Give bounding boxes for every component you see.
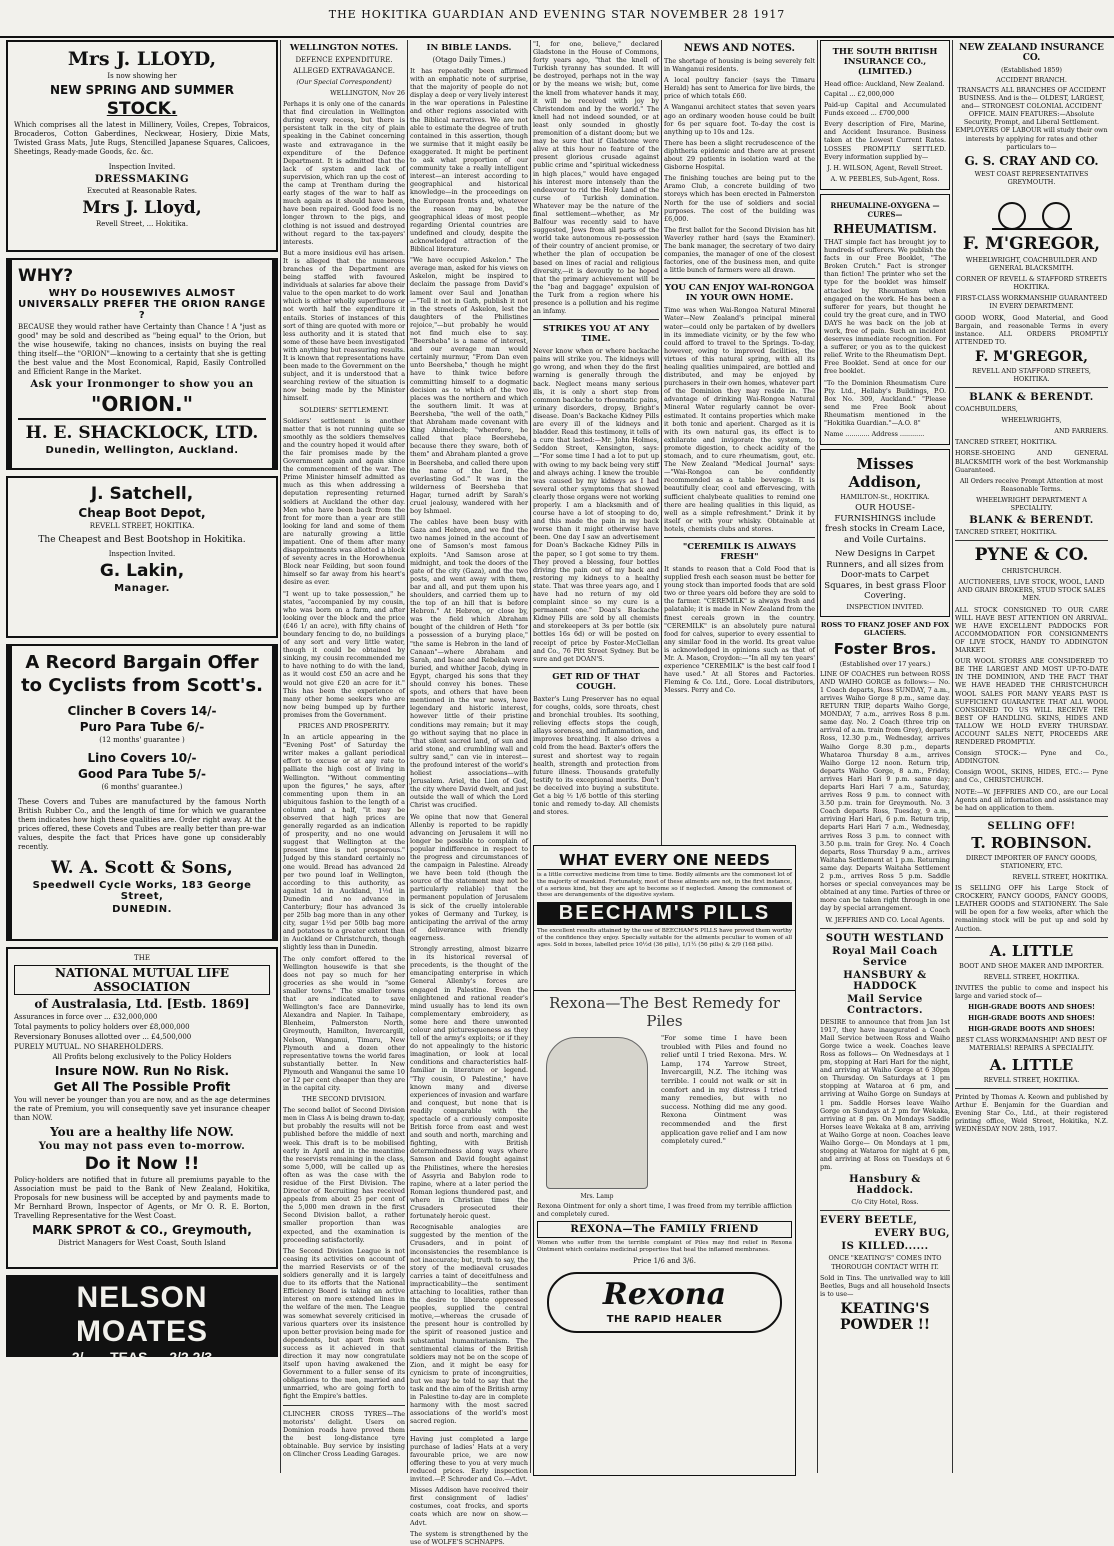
blank-dept: WHEELWRIGHT DEPARTMENT A SPECIALITY. [976, 495, 1087, 512]
nelson-name: NELSON MOATES [75, 1281, 209, 1348]
beechams-head: WHAT EVERY ONE NEEDS [537, 851, 792, 870]
news-paragraph: The first ballot for the Second Division has hit Waverley rather hard (says the Examiner). The bank manager, the secretary of two dairy companies, the manager of one of the closest factories, one of the business men, and quite a little bunch of farmers were all drawn. [664, 225, 815, 275]
nzi-l1: ACCIDENT BRANCH. [996, 76, 1067, 84]
article-paragraph: The only comfort offered to the Wellington housewife is that she does not pay so much for her groceries as she would in "some smaller towns." The smaller towns that are indicated to save Wellington's face are Dannevirke, Alexandra and Napier. In Taihape, Blenheim, Palmerston North, Greymouth, Hamilton, Invercargill, Nelson, Wanganui, Timaru, New Plymouth and a dozen other representative towns the world fares substantially better. In New Plymouth and Wanganui the same 10 or 12 per cent cheaper than they are in the capital city. [283, 954, 405, 1093]
sbi-body: Every description of Fire, Marine, and Accident Insurance. Business taken at the Lowest Current Rates. LOSSES PROMPTLY SETTLED. Every information supplied by— [824, 120, 946, 161]
column-rule [530, 40, 531, 1473]
beechams-foot: The excellent results attained by the use of BEECHAM'S PILLS have proved them worthy of the confidence they enjoy. Specially suitable for the ailments peculiar to women of all ages. Sold in boxes, labelled price 10½d (36 pills), 1/1½ (56 pills) & 2/9 (168 pills). [537, 928, 792, 948]
satchell-title: Manager. [114, 583, 170, 594]
lloyd-dress2: Executed at Reasonable Rates. [86, 187, 198, 195]
article-paragraph: "We have occupied Askelon." The average man, asked for his views on Askelon, might be inspired to declaim the passage from David's lament over Saul and Jonathan—"Tell it not in Gath, publish it not in the streets of Askelon, lest the daughters of the Philistines rejoice,"—but probably he would not find much else to say. "Beersheba" is a name of interest, and our average man would certainly murmur, "From Dan even unto Beersheba," though he might have to think twice before committing himself to a dogmatic decision as to which of the two places was the northern and which the southern limit. It was at Beersheba, "the well of the oath," that Abraham made covenant with King Abimelech; "wherefore, he called that place Beersheba, because there they sware, both of them" and Abraham planted a grove in Beersheba, and called there upon the name of the Lord, the everlasting God." It was in the wilderness of Beersheba that Hagar, turned adrift by Sarah's cruel jealousy, wandered with her boy Ishmael. [410, 256, 528, 516]
addison-name: Misses Addison, [848, 455, 922, 492]
advert-title: "CEREMILK IS ALWAYS FRESH" [682, 541, 797, 562]
news-paragraph: A local poultry fancier (says the Timaru Herald) has sent to America for live birds, the price of which totals £60. [664, 76, 815, 101]
news-paragraph: A Wanganui architect states that seven years ago an ordinary wooden house could be built for 6s per square foot. To-day the cost is anything up to 10s and 12s. [664, 103, 815, 136]
article-subhead: DEFENCE EXPENDITURE. [295, 56, 393, 64]
blank-name: BLANK & BERENDT. [969, 392, 1094, 404]
column-3 [410, 40, 529, 1546]
nmla-row: Assurances in force over ... £32,000,000 [14, 1013, 158, 1021]
scott-address: Speedwell Cycle Works, 183 George Street, [32, 880, 252, 902]
satchell-advert [6, 476, 278, 638]
rexona-caption: Mrs. Lamp [580, 1193, 614, 1200]
robinson-body: IS SELLING OFF his Large Stock of CROCKERY, FANCY GOODS, FANCY GOODS, LEATHER GOODS and STATIONERY. The Sale will be open for a few weeks, after which the remaining stock will be put up and sold by Auction. [955, 884, 1108, 933]
little-address: REVELL STREET, HOKITIKA. [983, 972, 1080, 981]
satchell-invited: Inspection Invited. [108, 550, 176, 558]
coaches-head: ROSS TO FRANZ JOSEF AND FOX GLACIERS. [820, 620, 950, 637]
article-paragraph: Perhaps it is only one of the canards that find circulation in Wellington during every recess, but there is persistent talk in the city of plain speaking in the Cabinet concerning waste and extravagance in the expenditure of the Defence Department. It is admitted that the lack of system and lack of supervision, which ran up the cost of the camp at Trentham during the early stages of the war to half as much again as it should have been, have been repaired. Good food is no longer thrown to the pigs, and clothing is not issued and destroyed without regard to the tax-payers' interests. [283, 100, 405, 246]
imprint: Printed by Thomas A. Keown and published by Arthur E. Benjamin for the Guardian and Evening Star Co., Ltd., at their registered printing office, Weld Street, Hokitika, N.Z. WEDNESDAY NOV. 28th, 1917. [955, 1092, 1108, 1133]
mcgregor-body2: GOOD WORK, Good Material, and Good Bargain, and reasonable Terms in every instance. ALL ORDERS PROMPTLY ATTENDED TO. [955, 313, 1108, 346]
nmla-mutual: PURELY MUTUAL. NO SHAREHOLDERS. [14, 1043, 164, 1051]
keating-l1: EVERY BEETLE, [820, 1215, 918, 1227]
orion-name: "ORION." [90, 392, 194, 416]
rexona-logo: Rexona [602, 1277, 727, 1313]
scott-l1: Clincher B Covers 14/- [67, 704, 217, 718]
scott-l6: (6 months' guarantee.) [101, 783, 183, 791]
sbi-office: Head office: Auckland, New Zealand. [824, 80, 945, 88]
nzi-agent: G. S. CRAY AND CO. [964, 153, 1099, 168]
column-6 [820, 40, 950, 1473]
orion-question: WHY Do HOUSEWIVES ALMOST UNIVERSALLY PREFER THE ORION RANGE ? [18, 288, 266, 321]
blank-sig: BLANK & BERENDT. [969, 515, 1094, 527]
orion-ask: Ask your Ironmonger to show you an [30, 379, 254, 390]
addison-advert [820, 449, 950, 617]
scott-l4: Lino Covers 10/- [87, 751, 197, 765]
addison-address: HAMILTON-St., HOKITIKA. [840, 493, 930, 502]
nmla-name: NATIONAL MUTUAL LIFE ASSOCIATION [14, 965, 270, 995]
addison-invited: INSPECTION INVITED. [846, 602, 924, 611]
lloyd-advert [6, 40, 278, 252]
blank-l1: COACHBUILDERS, [955, 405, 1018, 414]
blank-l3: AND FARRIERS. [1054, 427, 1108, 436]
scott-city: DUNEDIN. [112, 904, 172, 915]
advert-paragraph: Time was when Wai-Rongoa Natural Mineral Water—New Zealand's principal mineral water—could only be partaken of by dwellers in its immediate vicinity, or by the few who could afford to travel to the Springs. To-day, however, owing to improved facilities, the virtues of this natural spring, with all its healing qualities unimpaired, are bottled and distributed, and may be enjoyed by purchasers in their own homes, whatever part of the Dominion they may reside in. The advantage of drinking Wai-Rongoa Natural Mineral Water regularly cannot be over-estimated. It contains properties which make it both tonic and aperient. Charged as it is with its own natural gas, its effect is to exhilarate and invigorate the system, to promote digestion, to check acidity of the stomach, and to cure rheumatism, gout, etc. The New Zealand "Medical Journal" says:—"Wai-Rongoa can be confidently recommended as a table beverage. It is beautifully clear, cool and effervescing, with sufficient chalybeate qualities to remind one there are healing qualities in this liquid, as well as a simple refreshment." Drink it by itself or with your whisky. Obtainable at hotels, chemists clubs and stores. [664, 306, 815, 533]
nelson-moates-advert [6, 1275, 278, 1365]
hansbury-body: DESIRE to announce that from Jan 1st 1917, they have inaugurated a Coach Mail Service between Ross and Waiho Gorge twice a week. Coaches leave Ross as follows— On Wednesdays at 1 pm, stopping at Hari Hari for the night, and arriving at Waiho Gorge at 6 30pm on Thursday. On Saturdays at 1 pm stopping at Wataroa at 6 pm, and arriving at Waiho Gorge on Sundays at 1 pm. Saddle Horses leave Waiho Gorge on Sundays at 2 pm for Wekaka, arriving at 8 pm. On Mondays Saddle Horses leave Wekaka at 8 am, arriving at Waiho Gorge at noon. Coaches leave Waiho Gorge— On Mondays at 1 pm, stopping at Wataroa for night at 6 pm, and arriving at Ross on Tuesdays at 6 pm. [820, 1017, 950, 1172]
hansbury-h4: Mail Service Contractors. [846, 993, 924, 1016]
nmla-healthy: You are a healthy life NOW. [50, 1125, 234, 1139]
nmla-notice: Policy-holders are notified that in future all premiums payable to the Association must be paid to the Bank of New Zealand, Hokitika, Proposals for new business will be accepted by and payments made to Mr Bernhard Brown, Inspector of Agents, or Mr O. R. E. Borton, Travelling Representative for the West Coast. [14, 1176, 270, 1220]
keating-l3: IS KILLED...... [841, 1241, 929, 1253]
hansbury-c: C/o City Hotel, Ross. [851, 1198, 919, 1207]
advert-paragraph: Having just completed a large purchase of ladies' Hats at a very favourable price, we are now offering these to you at very much reduced prices. Early inspection invited.—P. Schroder and Co.—Advt. [410, 1434, 528, 1484]
orion-why: WHY? [18, 266, 74, 286]
mcgregor-sig2: REVELL AND STAFFORD STREETS, HOKITIKA. [972, 366, 1091, 383]
rexona-foot: Rexona Ointment for only a short time, I was freed from my terrible affliction and completely cured. [537, 1202, 792, 1219]
keating-name: KEATING'S POWDER !! [839, 1300, 931, 1333]
sbi-row: Paid-up Capital and Accumulated Funds exceed ... £700,000 [824, 101, 946, 118]
advert-title: GET RID OF THAT COUGH. [552, 671, 640, 692]
lloyd-invited: Inspection Invited. [108, 163, 176, 171]
sbi-agent: J. H. WILSON, Agent, Revell Street. [827, 163, 943, 172]
nmla-row: Reversionary Bonuses allotted over ... £4,500,000 [14, 1033, 192, 1041]
nelson-teas: TEAS [110, 1349, 148, 1365]
sbi-head: THE SOUTH BRITISH INSURANCE CO., (LIMITED.) [832, 47, 938, 77]
article-subhead: (Otago Daily Times.) [432, 56, 506, 64]
pyne-note: NOTE:—W. JEFFRIES AND CO., are our Local Agents and all information and assistance may be had on application to them. [955, 787, 1108, 812]
column-rule [407, 40, 408, 1473]
news-paragraph: There has been a slight recrudescence of the diphtheria epidemic and there are at present about 29 patients in isolation ward at the Gisborne Hospital. [664, 138, 815, 172]
scott-h2: to Cyclists from Scott's. [21, 675, 263, 696]
lloyd-line2: NEW SPRING AND SUMMER [49, 83, 235, 97]
nmla-the: THE [134, 954, 150, 962]
article-subhead: THE SECOND DIVISION. [301, 1095, 386, 1104]
orion-cities: Dunedin, Wellington, Auckland. [45, 445, 239, 456]
lloyd-signature: Mrs J. Lloyd, [82, 198, 202, 218]
buggy-wheel [998, 202, 1026, 230]
portrait-illustration [546, 1037, 648, 1189]
article-title: IN BIBLE LANDS. [426, 43, 512, 53]
article-byline: (Our Special Correspondent) [296, 78, 392, 86]
coaches-sig: W. JEFFRIES AND CO. Local Agents. [825, 915, 945, 924]
nmla-may: You may not pass even to-morrow. [38, 1141, 246, 1152]
article-dateline: WELLINGTON, Nov 26 [330, 89, 405, 97]
little-b3: HIGH-GRADE BOOTS AND SHOES! [968, 1025, 1095, 1034]
advert-paragraph: The system is strengthened by the use of WOLFE'S SCHNAPPS. [410, 1529, 528, 1546]
little-b4: BEST CLASS WORKMANSHIP! AND BEST OF MATERIALS! REPAIRS A SPECIALITY. [955, 1036, 1108, 1053]
article-paragraph: "I went up to take possession," he states, "accompanied by my cousin, who was born on a farm, and after looking over the block and the price (£46 1/ an acre), with fifty chains of boundary fencing to do, no buildings of any sort and very little water, though it could be obtained by sinking, my cousin recommended me to have nothing to do with the land, as it would cost £50 an acre and he would not give £20 an acre for it." This has been the experience of many other home seekers who are now being bumped up by further promises from the Government. [283, 589, 405, 719]
blank-body: HORSE-SHOEING AND GENERAL BLACKSMITH work of the best Workmanship Guaranteed. [955, 449, 1108, 474]
masthead: THE HOKITIKA GUARDIAN AND EVENING STAR NOVEMBER 28 1917 [0, 0, 1114, 38]
little-b1: HIGH-GRADE BOOTS AND SHOES! [968, 1003, 1095, 1012]
keating-body2: Sold in Tins. The unrivalled way to kill Beetles, Bugs and all household Insects is to use— [820, 1273, 950, 1298]
hansbury-h1: SOUTH WESTLAND [825, 932, 945, 944]
article-paragraph: In an article appearing in the "Evening Post" of Saturday the writer makes a gallant periodical effort to excuse or at any rate to palliate the high cost of living in Wellington. "Without commenting upon the figures," he says, after commenting upon them in an ubiquitous fashion to the length of a column and a half, "it may be observed that high prices are generally regarded as an indication of prosperity, and no one would suggest that Wellington at the present time is not prosperous." Judged by this standard certainly no one would. Bread has advanced 2d per two pound loaf in Wellington, according to this authority, as against 1d in Auckland, 1½d in Dunedin and no advance in Canterbury; flour has advanced 3s per 25lb bag more than in any other city, sugar 1½d per 50lb bag more and potatoes to a greater extent than in Auckland or Christchurch, though slightly less than in Dunedin. [283, 733, 405, 952]
article-paragraph: Strongly arresting, almost bizarre in its historical reversal of precedents, is the thought of the emancipating enterprise in which General Allenby's forces are engaged in Palestine. Even the enlightened and rational reader's mind usually has to lend its own complementary embroidery, as some here and there unwonted colour and picturesqueness as they tell of the army's exploits; or if they do not appealingly to the historic imagination, or look at local conditions and characteristics half-familiar in literature or legend. "Thy cousin, O Palestine," have known many and diverse experiences of invasion and warfare and conquest, but none that is readily comparable with the spectacle of a curiously composite British force from east and west and south and north, marching and fighting, with British determinedness along ways where Samson and David fought against the Philistines, where the heresies of Assyria and Babylon rode to rapine, where at a later period the Roman legions thundered past, and where in Christian times the Crusaders prosecuted their fortunately heroic quest. [410, 945, 528, 1221]
little-name: A. LITTLE [989, 941, 1074, 960]
column-1 [6, 40, 278, 1473]
rexona-family: REXONA—The FAMILY FRIEND [537, 1221, 792, 1238]
scott-h1: A Record Bargain Offer [25, 652, 259, 673]
lloyd-line1: Is now showing her [107, 72, 177, 80]
nzi-head: NEW ZEALAND INSURANCE CO. [959, 43, 1104, 63]
rheum-title: RHEUMATISM. [833, 221, 937, 236]
advert-paragraph: Baxter's Lung Preserver has no equal for coughs, colds, sore throats, chest and bronchial troubles. Its soothing, relieving effects stops the cough, allays soreness, and inflammation, and improves breathing. It also drives a cold from the head. Baxter's offers the surest and shortest way to regain health, strength and protection from future illness. Thousands gratefully testify to its exceptional merits. Don't be deceived into buying a substitute. Get a big ½ 1/6 bottle of this sterling tonic and remedy to-day. All chemists and stores. [533, 694, 659, 817]
blank-address: TANCRED STREET, HOKITIKA. [955, 438, 1057, 447]
lloyd-body: Which comprises all the latest in Millinery, Voiles, Crepes, Tobraicos, Brocaderos, Cotton Gaberdines, Neckwear, Hosiery, Dixie Mats, Twisted Grass Mats, Jute Rugs, Stencilled Japanese Squares, Calicoes, Sheetings, Ready-made Goods, &c. &c. [14, 121, 270, 156]
news-paragraph: The shortage of housing is being severely felt in Wanganui residents. [664, 57, 815, 74]
pyne-consign2: Consign WOOL, SKINS, HIDES, ETC.:— Pyne and Co., CHRISTCHURCH. [955, 768, 1108, 785]
beechams-name: BEECHAM'S PILLS [537, 902, 792, 925]
nmla-sub: of Australasia, Ltd. [Estb. 1869] [34, 997, 250, 1011]
nmla-row: Total payments to policy holders over £8,000,000 [14, 1023, 190, 1031]
satchell-sub: Cheap Boot Depot, [78, 506, 206, 520]
satchell-name: J. Satchell, [90, 484, 194, 504]
article-paragraph: It has repeatedly been affirmed with an emphatic note of surprise, that the majority of people do not display a deep or very lively interest in the war operations in Palestine and other regions associated with the Biblical narratives. We are not able to estimate the degree of truth contained in this assertion, though we surmise that it might easily be exaggerated. It might be pertinent to ask what proportion of our community take a really intelligent interest—an interest according to geographical and historical knowledge—in the proceedings on the European fronts and, whatever the reason may be, the geographical ideas of most people regarding Oriental countries are undefined and cloudy, despite the acknowledged attraction of the Biblical literature. [410, 67, 529, 254]
article-title: WELLINGTON NOTES. [289, 43, 399, 53]
sbi-subagent: A. W. PEEBLES, Sub-Agent, Ross. [830, 174, 940, 183]
article-title: NEWS AND NOTES. [683, 43, 795, 54]
hansbury-h3: HANSBURY & HADDOCK [843, 969, 927, 992]
article-subhead: PRICES AND PROSPERITY. [298, 722, 390, 731]
buggy-illustration [992, 190, 1072, 230]
hansbury-h2: Royal Mail Coach Service [832, 945, 938, 968]
sbi-row: Capital ... £2,000,000 [824, 90, 895, 98]
little-sig2: REVELL STREET, HOKITIKA. [983, 1075, 1080, 1084]
buggy-wheel [1042, 202, 1070, 230]
pyne-body2: OUR WOOL STORES ARE CONSIDERED TO BE THE LARGEST AND MOST UP-TO-DATE IN THE DOMINION, AND THE FACT THAT WE HAVE HEADED THE CHRISTCHURCH WOOL SALES FOR MANY YEARS PAST IS SUFFICIENT GUARANTEE THAT ALL WOOL CONSIGNED TO US WILL RECEIVE THE BEST OF HANDLING. SKINS, HIDES AND TALLOW WE HOLD EVERY THURSDAY. ACCOUNT SALES NETT, PROCEEDS ARE RENDERED PROMPTLY. [955, 657, 1108, 747]
keating-l2: EVERY BUG, [874, 1228, 950, 1240]
lloyd-name: Mrs J. LLOYD, [67, 48, 217, 70]
orion-advert [6, 258, 278, 470]
mcgregor-sig: F. M'GREGOR, [975, 348, 1088, 365]
rexona-tag: THE RAPID HEALER [606, 1314, 723, 1326]
orion-body: BECAUSE they would rather have Certainty than Chance ! A "just as good" may be sold and described as "being equal" to the Orion, but the wise housewife, taking no chances, insists on buying the real thing itself—the "ORION"—knowing to a certainty that she is getting the best value and the Most Economical, Rapid, Easily Controlled and Efficient Range in the Market. [18, 323, 266, 376]
scott-l5: Good Para Tube 5/- [78, 767, 206, 781]
article-paragraph: Recognisable analogies are suggested by the mention of the Crusaders, and in point of inconsistencies the resemblance is not inaccurate; but, truth to say, the story of the mediaeval crusades carries a taint of deceitfulness and impracticability—the sentiment attaching to localities, rather than the desire to liberate oppressed peoples, supplied the central motive,—whereas the crusade of the present hour is controlled by the spirit of reasoned justice and substantial humanitarianism. The sentimental claims of the British soldiers may not be on the scope of Zion, and it might be easy for cynicism to prate of incongruities, but we may be told to say that the task and the aim of the British army in Palestine to-day are in complete harmony with the most sacred associations of the world's most sacred region. [410, 1223, 528, 1426]
robinson-sell: SELLING OFF! [987, 820, 1076, 832]
scott-l2: Puro Para Tube 6/- [79, 720, 205, 734]
scott-body: These Covers and Tubes are manufactured by the famous North British Rubber Co., and the length of time for which we guarantee them indicates how high these qualities are. Order right away. At the prices offered, these Covets and Tubes are really better than pre-war values, despite the fact that Prices have gone up considerably recently. [18, 798, 266, 851]
nzi-est: (Established 1859) [1000, 66, 1063, 74]
column-5 [664, 40, 815, 1473]
scott-l3: (12 months' guarantee ) [99, 736, 185, 744]
advert-paragraph: CLINCHER CROSS TYRES—The motorists' delight. Users on Dominion roads have proved them the best long-distance tyre obtainable. Buy service by insisting on Clincher Cross Leading Garages. [283, 1409, 405, 1458]
rheum-address: "To the Dominion Rheumatism Cure Pty. Ltd., Hellaby's Buildings, P.O. Box No. 309, Auckland." "Please send me Free Book about Rheumatism mentioned in the "Hokitika Guardian."—A.O. 8" [824, 378, 946, 427]
advert-title: YOU CAN ENJOY WAI-RONGOA IN YOUR OWN HOME. [664, 283, 815, 304]
pyne-name: PYNE & CO. [974, 545, 1089, 566]
column-7 [955, 40, 1108, 1473]
rexona-head: Rexona—The Best Remedy for Piles [549, 994, 780, 1030]
scott-firm: W. A. Scott & Sons, [51, 858, 233, 878]
orion-firm: H. E. SHACKLOCK, LTD. [18, 418, 266, 443]
mcgregor-body: FIRST-CLASS WORKMANSHIP GUARANTEED IN EVERY DEPARTMENT. [955, 294, 1108, 311]
lloyd-dress: DRESSMAKING [94, 174, 190, 185]
lloyd-line3: STOCK. [106, 99, 178, 119]
blank-body2: All Orders receive Prompt Attention at most Reasonable Terms. [959, 476, 1104, 493]
nmla-doit: Do it Now !! [84, 1154, 200, 1174]
advert-paragraph: It stands to reason that a Cold Food that is supplied fresh each season must be better for young stock than imported foods that are sold two or three years old before they are sold to the farmer. "CEREMILK" is always fresh and palatable; it is made in New Zealand from the finest cereals grown in the country. "CEREMILK" is an absolutely pure natural food for calves, superior to every essential to any similar food in the world. Its great value is acknowledged in opinions such as that of Mr. A. Mason, Croydon:—"In all my ten years' experience "CEREMILK" is the best calf food I have used." At all Stores and Factories. Fleming & Co. Ltd., Gore. Local distributors, Messrs. Perry and Co. [664, 564, 815, 695]
nmla-insure: Insure NOW. Run No Risk. [54, 1064, 230, 1078]
robinson-name: T. ROBINSON. [971, 833, 1092, 852]
column-2 [283, 40, 405, 1473]
rheum-head: RHEUMALINE-OXYGENA —CURES— [830, 200, 940, 219]
little-sig: A. LITTLE [989, 1055, 1074, 1074]
article-subhead: ALLEGED EXTRAVAGANCE. [293, 67, 395, 75]
blank-l2: WHEELWRIGHTS, [1001, 416, 1062, 425]
beechams-body: is a little corrective medicine from time to time. Bodily ailments are the commonest lot of the majority of mankind. Fortunately, most of these ailments are not, in the first instance, of a serious kind, but they are apt to become so if neglected. Among the commonest of these are derangements of the digestive system. [537, 872, 792, 899]
nelson-price: 2/2 2/3 [169, 1349, 213, 1365]
rexona-small: Women who suffer from the terrible complaint of Piles may find relief in Rexona Ointment which contains medicinal properties that heal the inflamed membranes. [537, 1240, 792, 1254]
addison-body2: New Designs in Carpet Runners, and all sizes from Door-mats to Carpet Squares, in best grass Floor Covering. [824, 549, 946, 602]
rexona-price: Price 1/6 and 3/6. [633, 1257, 696, 1266]
column-rule [280, 40, 281, 1473]
satchell-manager: G. Lakin, [99, 561, 185, 581]
satchell-line: The Cheapest and Best Bootshop in Hokitika. [38, 535, 246, 545]
article-paragraph: We opine that now that General Allenby is reported to be rapidly advancing on Jerusalem it will no longer be possible to complain of popular indifference in respect to the progress and circumstances of the campaign in Palestine. Already we have been told (though the source of the statement may not be particularly reliable) that the permanent population of Jerusalem is sick of the cruelly intolerable yokes of Germany and Turkey, is anticipating the arrival of the army of deliverance with friendly eagerness. [410, 812, 528, 942]
pyne-body: ALL STOCK CONSIGNED TO OUR CARE WILL HAVE BEST ATTENTION ON ARRIVAL. WE HAVE EXCELLENT PADDOCKS FOR ACCOMMODATION FOR CONSIGNMENTS OF LIVE STOCK, HANDY TO ADDINGTON MARKET. [955, 605, 1108, 655]
nmla-get: Get All The Possible Profit [53, 1080, 231, 1094]
lloyd-address: Revell Street, ... Hokitika. [95, 220, 189, 228]
news-paragraph: The finishing touches are being put to the Aramo Club, a concrete building of two storeys which has been erected in Palmerston North for the use of soldiers and social purposes. The cost of the building was £6,000. [664, 174, 815, 223]
article-paragraph: Soldiers' settlement is another matter that is not running quite so smoothly as the soldiers themselves and the country hoped it would after the fair promises made by the Government again and again since the commencement of the war. The Prime Minister himself admitted as much as this when addressing a deputation representing returned soldiers at Auckland the other day. Men who have been back from the front for more than a year are still looking for land and some of them are naturally growing a little impatient. One of them after many disappointments was allotted a block of seventy acres in the Horowhenua Block near Feilding, but soon found himself so far away from his heart's desire as ever. [283, 416, 405, 587]
robinson-sub: DIRECT IMPORTER OF FANCY GOODS, STATIONERY, ETC. [965, 853, 1098, 870]
advert-title: STRIKES YOU AT ANY TIME. [542, 324, 650, 345]
rheum-body: THAT simple fact has brought joy to hundreds of sufferers. We publish the facts in our Free Booklet, "The Broken Crutch." Fact is stronger than fiction! The printer who set the type for the booklet was himself attacked by Rheumatism when engaged on the work. He has been a sufferer for years, but thought he could try the great cure, and in TWO DAYS he was back on the job at work, free of pain. Such an incident deserves immediate recognition. For a sufferer, or you as to the quickest relief. Write to the Rheumatism Dept. Free Booklet. Send at once for our free booklet. [824, 237, 947, 376]
robinson-address: REVELL STREET, HOKITIKA. [1012, 873, 1108, 881]
south-british-advert [820, 40, 950, 190]
coaches-est: (Established over 17 years.) [839, 659, 931, 668]
article-paragraph: "I, for one, believe," declared Gladstone in the House of Commons, forty years ago, "that the knell of Turkish tyranny has sounded. It will be destroyed, perhaps not in the way or by the means we wish; but, come the knell from whatever hands it may, it will be received with joy by Christendom and by the world." The knell had not indeed sounded, or at least only sounded in ghostly premonition of a distant doom; but we may be sure that if Gladstone were alive at this hour no feature of the present glorious crusade against public crime and "spiritual wickedness in high places," would have engaged his interest more intensely than the endeavour to rid the Holy Land of the curse of Turkish domination. Whatever may be the nature of the final settlement—whether, as Mr Balfour was recently said to have suggested, Jews from all parts of the world take autonomous re-possession of their country of ancient promise, or whether the plan of occupation be based on lines of racial and religious diversity,—it is devoutly to be hoped that the primary achievement will be the "bag and baggage" expulsion of the Turk from a region where his presence is a pollution and his regime an infamy. [533, 40, 659, 316]
rheumaline-advert [820, 194, 950, 445]
nelson-price: 2/- [71, 1349, 89, 1365]
coaches-body: LINE OF COACHES run between ROSS AND WAIHO GORGE as follows:— No. 1 Coach departs, Ross SUNDAY, 7 a.m., arrives Waiho Gorge 8 p.m., same day. RETURN TRIP, departs Waiho Gorge, MONDAY, 7 a.m., arrives Ross 8 p.m. same day. No. 2 Coach (three trip on arrival of a.m. train from Grey), departs Ross, 12.30 p.m., Wednesday, arrives Waiho Gorge 8.30 p.m., departs Whataroa Thursday 8 a.m., arrives Waiho Gorge 12 noon. Return trip, departs Waiho Gorge, 8 a.m., Friday, arrives Hari Hari 9 p.m. same day; departs Hari Hari 7 a.m., Saturday, arrives Ross 9 p.m. to connect with 3.50 p.m. train for Greymouth. No. 3 Coach departs Ross, Tuesday, 9 a.m., arriving Hari Hari, 6 p.m. Return trip, departs Hari Hari 7 a.m., Wednesday, arrives Ross 3 p.m. to connect with 3.50 p.m. train for Grey. No. 4 Coach departs, Ross Thursday 9 a.m., arrives Waitaha Settlement at 1 p.m. Returning same day. Departs Waitaha Settlement 2 p.m., arrives Ross 5 p.m. Saddle horses or special conveyances may be obtained at any time. Parties of three or more can be taken right through in one day by special arrangement. [820, 669, 950, 913]
column-rule [817, 40, 818, 1473]
advert-paragraph: Never know when or where backache pains will strike you. The kidneys will go wrong, and when they do the first warning is generally through the back. Neglect means many serious ills, it is only a short step from common backache to rheumatic pains, urinary disorders, dropsy, Bright's disease. Doan's Backache Kidney Pills are every ill of the kidneys and bladder. Read this testimony, it tells of a cure that lasted:—Mr. John Holmes, Seddon Street, Kensington, says:—"For some time I had a lot to put up with owing to my back being very stiff and always aching. I knew the trouble was caused by my kidneys as I had several other symptoms that showed clearly those organs were not working properly. I am a blacksmith and of course have a lot of stooping to do, and this made the pain in my back worse than it might otherwise have been. One day I saw an advertisement for Doan's Backache Kidney Pills in the paper, so I got some to try them. They proved a blessing, four bottles driving the pain out of my back and restoring my kidneys to a healthy state. That was three years ago, and I have had no return of my old complaint since so my cure is a permanent one." Doan's Backache Kidney Pills are sold by all chemists and storekeepers at 3s per bottle (six bottles 16s 6d) or will be posted on receipt of price by Foster-McClellan and Co., 76 Pitt Street Sydney. But be sure and get DOAN'S. [533, 347, 659, 663]
article-paragraph: But a more insidious evil has arisen. It is alleged that the numerous branches of the Department are being staffed with favoured individuals at salaries far above their value to the open market to do work which is either wholly superfluous or not worth half the expenditure it entails. Stories of instances of this sort of thing are quoted with more or less authority and it is stated that some of these have been investigated with anything but reassuring results. It is known that representations have been made to the Government on the subject, and it is understood that a searching review of the situation is now being made by the Minister himself. [283, 248, 405, 403]
mcgregor-name: F. M'GREGOR, [962, 233, 1101, 254]
nelson-prices [12, 1349, 272, 1365]
little-b2: HIGH-GRADE BOOTS AND SHOES! [968, 1014, 1095, 1023]
nmla-profits: All Profits belong exclusively to the Policy Holders [52, 1053, 232, 1061]
coaches-name: Foster Bros. [833, 639, 937, 658]
article-paragraph: The Second Division League is not ceasing its activities on account of the married Reservists or of the soldiers generally and it is largely due to its efforts that the National Efficiency Board is taking an active interest on more extended lines in the welfare of the men. The League was somewhat severely criticised in various quarters over its insistence upon better provision being made for dependents, but apart from such success as it achieved in that direction it may now congratulate itself upon having awakened the Government to a fuller sense of its obligations to the men, married and unmarried, who are going forth to fight the Empire's battles. [283, 1246, 405, 1401]
satchell-address: REVELL STREET, HOKITIKA. [89, 522, 195, 530]
pyne-consign: Consign STOCK:— Pyne and Co., ADDINGTON. [955, 749, 1108, 766]
mcgregor-address: CORNER OF REVELL & STAFFORD STREETS HOKITIKA. [955, 275, 1108, 292]
nmla-manager: MARK SPROT & CO., Greymouth, [32, 1223, 252, 1237]
little-body: INVITES the public to come and inspect his large and varied stock of— [955, 983, 1108, 1000]
keating-body: ONCE "KEATING'S" COMES INTO THOROUGH CONTACT WITH IT. [828, 1254, 942, 1271]
advert-paragraph: Misses Addison have received their first consignment of ladies' costumes, coat frocks, and sports coats which are now on show.—Advt. [410, 1486, 528, 1527]
scott-advert [6, 644, 278, 941]
nzi-sub: WEST COAST REPRESENTATIVES GREYMOUTH. [974, 169, 1089, 186]
blank-sig2: TANCRED STREET, HOKITIKA. [955, 528, 1057, 537]
pyne-city: CHRISTCHURCH. [1001, 567, 1062, 576]
nmla-younger: You will never be younger than you are now, and as the age determines the rate of Premium, you will consequently save yet insurance cheaper than NOW. [14, 1096, 270, 1122]
article-paragraph: The second ballot of Second Division men in Class A is being drawn to-day, but probably the results will not be published before the middle of next week. This draft is to be mobilised early in April and in the meantime the reservists remaining in the class, some 5,000, will be called up as often as was the case with the residue of the First Division. The Director of Recruiting has received appeals from about 25 per cent of the 5,000 men drawn in the first Second Division ballot, a rather smaller proportion than was expected, and the examination is proceeding satisfactorily. [283, 1106, 405, 1244]
column-rule [952, 40, 953, 1473]
little-sub: BOOT AND SHOE MAKER AND IMPORTER. [959, 961, 1104, 970]
rexona-body: "For some time I have been troubled with Piles and found no relief until I tried Rexona. Mrs. W. Lamp, 174 Yarrow Street, Invercargill, N.Z. The itching was terrible. I could not walk or sit in comfort and in my distress I tried many remedies, but with no success. Nothing did me any good. Rexona Ointment was recommended and the first application gave relief and I am now completely cured." [661, 1034, 787, 1146]
hansbury-sig: Hansbury & Haddock. [849, 1174, 921, 1197]
nzi-body: TRANSACTS ALL BRANCHES OF ACCIDENT BUSINESS. And is the— OLDEST, LARGEST, and— STRONGEST COLONIAL ACCIDENT OFFICE. MAIN FEATURES:—Absolute Security, Prompt, and Liberal Settlement. EMPLOYERS OF LABOUR will study their own interests by applying for rates and other particulars to— [955, 86, 1108, 151]
nmla-advert [6, 947, 278, 1269]
pyne-sub: AUCTIONEERS, LIVE STOCK, WOOL, LAND AND GRAIN BROKERS, STUD STOCK SALES MEN. [957, 578, 1106, 603]
article-subhead: SOLDIERS' SETTLEMENT. [299, 405, 389, 414]
rheum-form: Name ............ Address ............ [824, 430, 925, 439]
nmla-manager2: District Managers for West Coast, South Island [58, 1239, 226, 1247]
article-paragraph: The cables have been busy with Gaza and Hebron, and we find the two names joined in the account of one of Samson's most famous exploits. "And Samson arose at midnight, and took the doors of the gate of the city (Gaza), and the two posts, and went away with them, bar and all, and put them upon his shoulders, and carried them up to the top of an hill that is before Hebron." At Hebron, or close by, was the field which Abraham bought of the children of Heth "for a possession of a burying place," "the same is Hebron in the land of Canaan"—where Abraham and Sarah, and Isaac and Rebekah were buried, and whither Jacob, dying in Egypt, charged his sons that they should convey his bones. These spots, and others that have been mentioned in the war news, have legendary and historic interest, however little of their pristine conditions may remain; but it may go without saying that no place in "that silent sacred land, of sun and arid stone, and crumbling wall and sultry sand," can vie in interest—the profound interest of the world's holiest associations—with Jerusalem. Ariel, the Lion of God, the city where David dwelt, and just outside the wall of which the Lord Christ was crucified. [410, 518, 528, 810]
mcgregor-sub: WHEELWRIGHT, COACHBUILDER AND GENERAL BLACKSMITH. [965, 255, 1098, 273]
addison-body: OUR HOUSE-FURNISHINGS include fresh stocks in Cream Lace, and Voile Curtains. [824, 503, 946, 545]
